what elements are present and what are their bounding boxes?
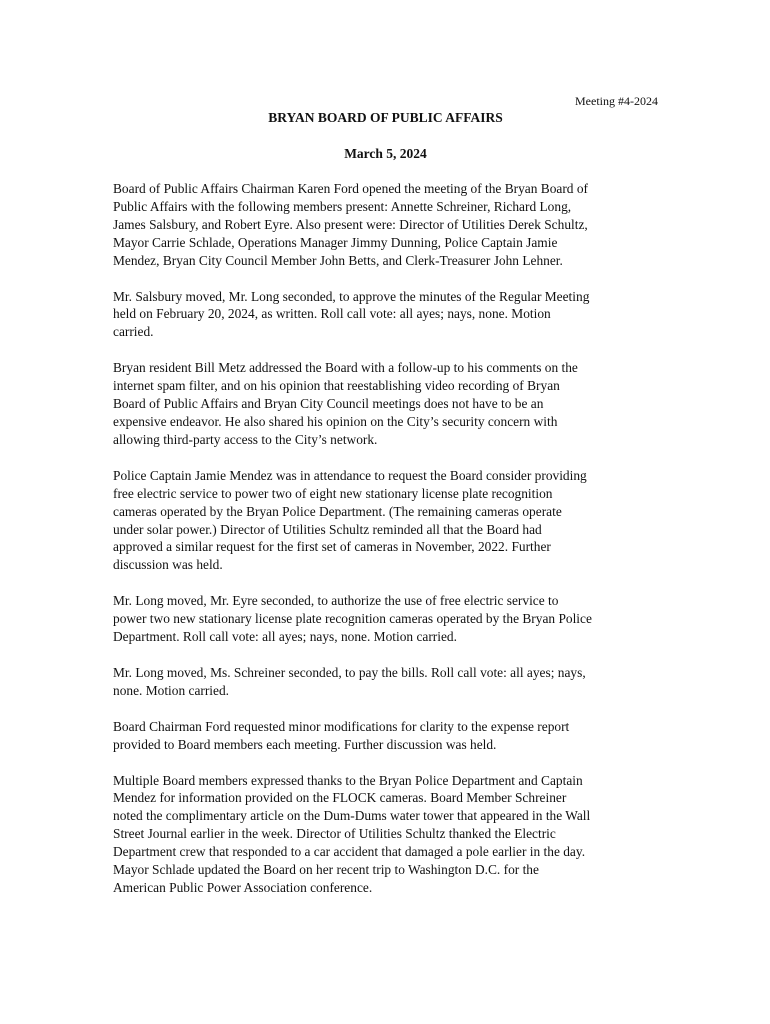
document-title: BRYAN BOARD OF PUBLIC AFFAIRS: [268, 110, 503, 125]
paragraph-line: noted the complimentary article on the Dum-Dums water tower that appeared in the Wall: [113, 808, 591, 824]
paragraph-line: Department. Roll call vote: all ayes; nays, none. Motion carried.: [113, 629, 457, 645]
paragraph-minutes-approval: [113, 288, 658, 342]
paragraph-line: Mayor Carrie Schlade, Operations Manager Jimmy Dunning, Police Captain Jamie: [113, 234, 558, 250]
paragraph-line: held on February 20, 2024, as written. Roll call vote: all ayes; nays, none. Motion: [113, 306, 551, 322]
paragraph-opening: [113, 180, 658, 270]
paragraph-bills-motion: [113, 664, 658, 700]
document-page: [113, 0, 658, 1024]
paragraph-line: Street Journal earlier in the week. Director of Utilities Schultz thanked the Electric: [113, 826, 556, 842]
paragraph-expense-report: [113, 718, 658, 754]
paragraph-line: provided to Board members each meeting. Further discussion was held.: [113, 736, 497, 752]
paragraph-line: Mr. Salsbury moved, Mr. Long seconded, to approve the minutes of the Regular Meeting: [113, 288, 590, 304]
paragraph-line: none. Motion carried.: [113, 682, 230, 698]
paragraph-line: Mendez for information provided on the FLOCK cameras. Board Member Schreiner: [113, 790, 567, 806]
paragraph-line: expensive endeavor. He also shared his opinion on the City’s security concern with: [113, 413, 558, 429]
paragraph-camera-motion: [113, 592, 658, 646]
paragraph-line: under solar power.) Director of Utilities Schultz reminded all that the Board had: [113, 521, 542, 537]
paragraph-line: free electric service to power two of eight new stationary license plate recognition: [113, 485, 553, 501]
paragraph-line: Multiple Board members expressed thanks to the Bryan Police Department and Captain: [113, 772, 583, 788]
paragraph-line: internet spam filter, and on his opinion that reestablishing video recording of Bryan: [113, 378, 560, 394]
paragraph-line: American Public Power Association conference.: [113, 880, 373, 895]
paragraph-line: Bryan resident Bill Metz addressed the Board with a follow-up to his comments on the: [113, 360, 578, 376]
paragraph-line: Police Captain Jamie Mendez was in attendance to request the Board consider providing: [113, 467, 587, 483]
paragraph-line: James Salsbury, and Robert Eyre. Also present were: Director of Utilities Derek Schultz,: [113, 216, 588, 232]
paragraph-line: discussion was held.: [113, 557, 223, 573]
paragraph-line: Mr. Long moved, Mr. Eyre seconded, to authorize the use of free electric service to: [113, 593, 559, 609]
paragraph-camera-request: [113, 467, 658, 574]
paragraph-line: Public Affairs with the following members present: Annette Schreiner, Richard Long,: [113, 198, 572, 214]
minutes-body: [113, 180, 658, 915]
paragraph-line: Mayor Schlade updated the Board on her recent trip to Washington D.C. for the: [113, 862, 539, 878]
paragraph-line: Board of Public Affairs Chairman Karen Ford opened the meeting of the Bryan Board of: [113, 181, 589, 196]
paragraph-public-comment: [113, 359, 658, 449]
paragraph-board-comments: [113, 772, 658, 897]
paragraph-line: Mr. Long moved, Ms. Schreiner seconded, to pay the bills. Roll call vote: all ayes; nays,: [113, 664, 586, 680]
meeting-date: March 5, 2024: [344, 146, 427, 161]
paragraph-line: cameras operated by the Bryan Police Department. (The remaining cameras operate: [113, 503, 562, 519]
paragraph-line: allowing third-party access to the City’s network.: [113, 431, 378, 447]
meeting-number: Meeting #4-2024: [575, 94, 658, 108]
paragraph-line: approved a similar request for the first set of cameras in November, 2022. Further: [113, 539, 551, 555]
paragraph-line: Board of Public Affairs and Bryan City Council meetings does not have to be an: [113, 396, 544, 412]
paragraph-line: Mendez, Bryan City Council Member John Betts, and Clerk-Treasurer John Lehner.: [113, 252, 563, 268]
paragraph-line: carried.: [113, 324, 154, 340]
paragraph-line: power two new stationary license plate recognition cameras operated by the Bryan Police: [113, 611, 592, 627]
paragraph-line: Board Chairman Ford requested minor modifications for clarity to the expense report: [113, 718, 570, 734]
paragraph-line: Department crew that responded to a car accident that damaged a pole earlier in the day.: [113, 844, 586, 860]
